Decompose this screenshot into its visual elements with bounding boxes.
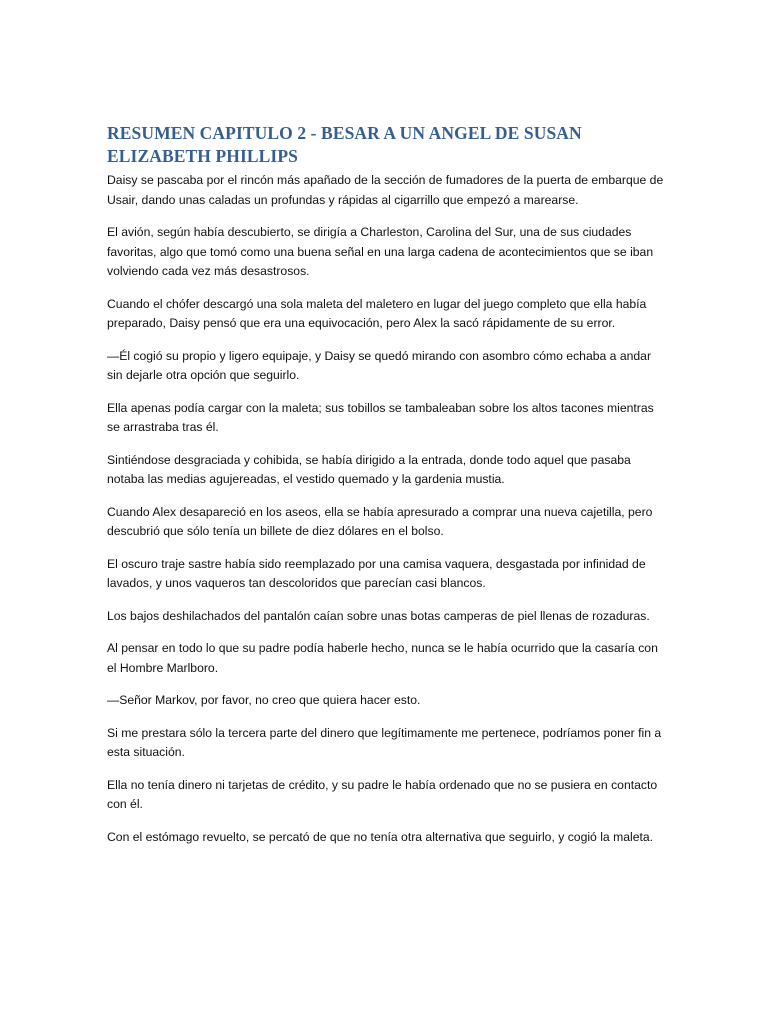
paragraph: Ella no tenía dinero ni tarjetas de crédito, y su padre le había ordenado que no se pusiera en contacto con él. bbox=[107, 777, 658, 811]
paragraph: Al pensar en todo lo que su padre podía haberle hecho, nunca se le había ocurrido que la casaría con el Hombre Marlboro. bbox=[107, 641, 658, 675]
paragraph: Ella apenas podía cargar con la maleta; sus tobillos se tambaleaban sobre los altos tacones mientras se arrastraba tras él. bbox=[107, 400, 654, 434]
paragraph: —Él cogió su propio y ligero equipaje, y Daisy se quedó mirando con asombro cómo echaba a andar sin dejarle otra opción que seguirlo. bbox=[107, 348, 652, 382]
paragraph: Daisy se pascaba por el rincón más apañado de la sección de fumadores de la puerta de embarque de Usair, dando unas caladas un profundas y rápidas al cigarrillo que empezó a marearse. bbox=[107, 173, 664, 207]
paragraph: Cuando Alex desapareció en los aseos, ella se había apresurado a comprar una nueva cajetilla, pero descubrió que sólo tenía un billete de diez dólares en el bolso. bbox=[107, 504, 653, 538]
paragraph: Sintiéndose desgraciada y cohibida, se había dirigido a la entrada, donde todo aquel que pasaba notaba las medias agujereadas, el vestido quemado y la gardenia mustia. bbox=[107, 452, 631, 486]
document-body bbox=[107, 122, 665, 860]
paragraph: Con el estómago revuelto, se percató de que no tenía otra alternativa que seguirlo, y cogió la maleta. bbox=[107, 829, 654, 844]
document-title: RESUMEN CAPITULO 2 - BESAR A UN ANGEL DE SUSAN ELIZABETH PHILLIPS bbox=[107, 123, 582, 166]
paragraph: El oscuro traje sastre había sido reemplazado por una camisa vaquera, desgastada por infinidad de lavados, y unos vaqueros tan descoloridos que parecían casi blancos. bbox=[107, 556, 646, 590]
paragraph: Los bajos deshilachados del pantalón caían sobre unas botas camperas de piel llenas de rozaduras. bbox=[107, 608, 650, 623]
paragraph: Si me prestara sólo la tercera parte del dinero que legítimamente me pertenece, podríamos poner fin a esta situación. bbox=[107, 725, 662, 759]
paragraph: —Señor Markov, por favor, no creo que quiera hacer esto. bbox=[107, 693, 421, 707]
paragraph: El avión, según había descubierto, se dirigía a Charleston, Carolina del Sur, una de sus ciudades favoritas, algo que tomó como una buena señal en una larga cadena de acontecimientos que se iban volviendo cada vez más desastrosos. bbox=[107, 225, 654, 278]
paragraph: Cuando el chófer descargó una sola maleta del maletero en lugar del juego completo que ella había preparado, Daisy pensó que era una equivocación, pero Alex la sacó rápidamente de su error. bbox=[107, 296, 647, 330]
